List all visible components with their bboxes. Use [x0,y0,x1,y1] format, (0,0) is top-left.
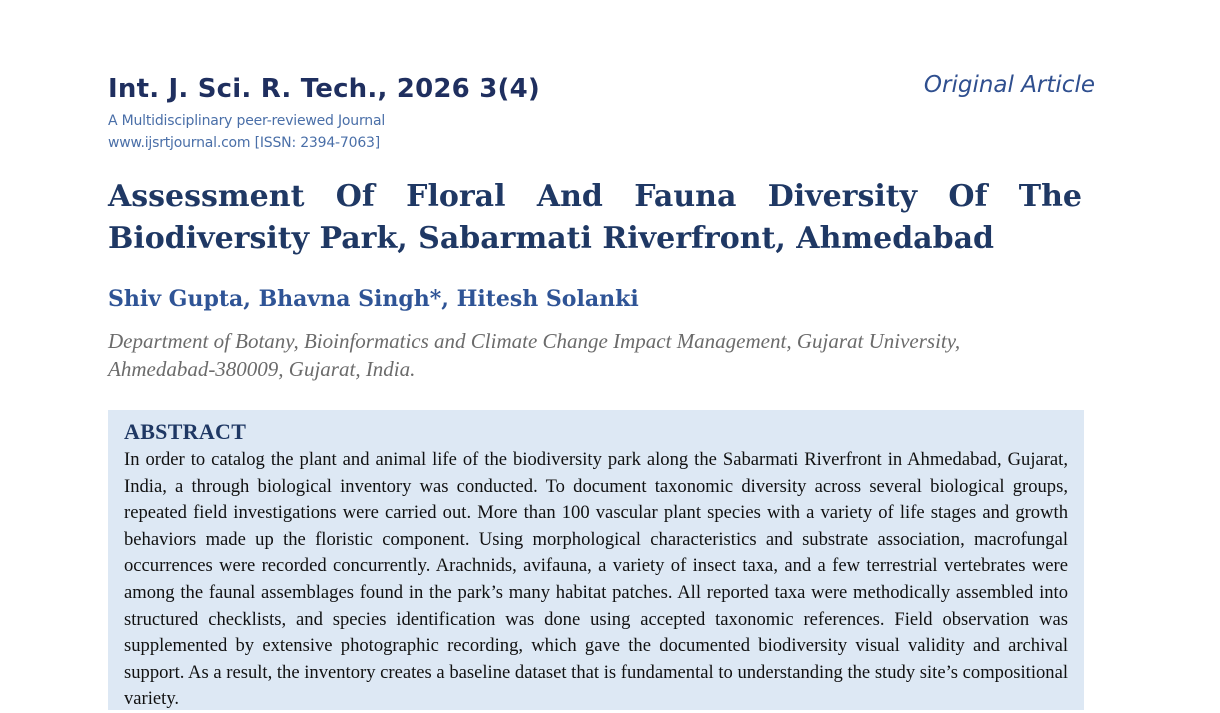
article-title [108,176,1082,260]
abstract-body: In order to catalog the plant and animal life of the biodiversity park along the Sabarmati Riverfront in Ahmedabad, Gujarat, India, a through biological inventory was conducted. To document taxonomic diversity across several biological groups, repeated field investigations were carried out. More than 100 vascular plant species with a variety of life stages and growth behaviors made up the floristic component. Using morphological characteristics and substrate association, macrofungal occurrences were recorded concurrently. Arachnids, avifauna, a variety of insect taxa, and a few terrestrial vertebrates were among the faunal assemblages found in the park’s many habitat patches. All reported taxa were methodically assembled into structured checklists, and species identification was done using accepted taxonomic references. Field observation was supplemented by extensive photographic recording, which gave the documented biodiversity visual validity and archival support. As a result, the inventory creates a baseline dataset that is fundamental to understanding the study site’s compositional variety. [124,449,1068,710]
journal-website: www.ijsrtjournal.com [ISSN: 2394-7063] [108,135,380,151]
author-list: Shiv Gupta, Bhavna Singh*, Hitesh Solanki [108,286,639,312]
abstract-section [108,410,1084,710]
article-type-label: Original Article [923,72,1095,98]
abstract-heading: ABSTRACT [124,419,247,444]
article-title-line-1: Assessment Of Floral And Fauna Diversity Of The [108,179,1082,214]
journal-title: Int. J. Sci. R. Tech., 2026 3(4) [108,74,540,104]
article-title-line-2: Biodiversity Park, Sabarmati Riverfront, Ahmedabad [108,221,995,256]
author-affiliation: Department of Botany, Bioinformatics and Climate Change Impact Management, Gujarat University, Ahmedabad-380009, Gujarat, India. [108,329,961,381]
journal-tagline: A Multidisciplinary peer-reviewed Journal [108,113,386,129]
